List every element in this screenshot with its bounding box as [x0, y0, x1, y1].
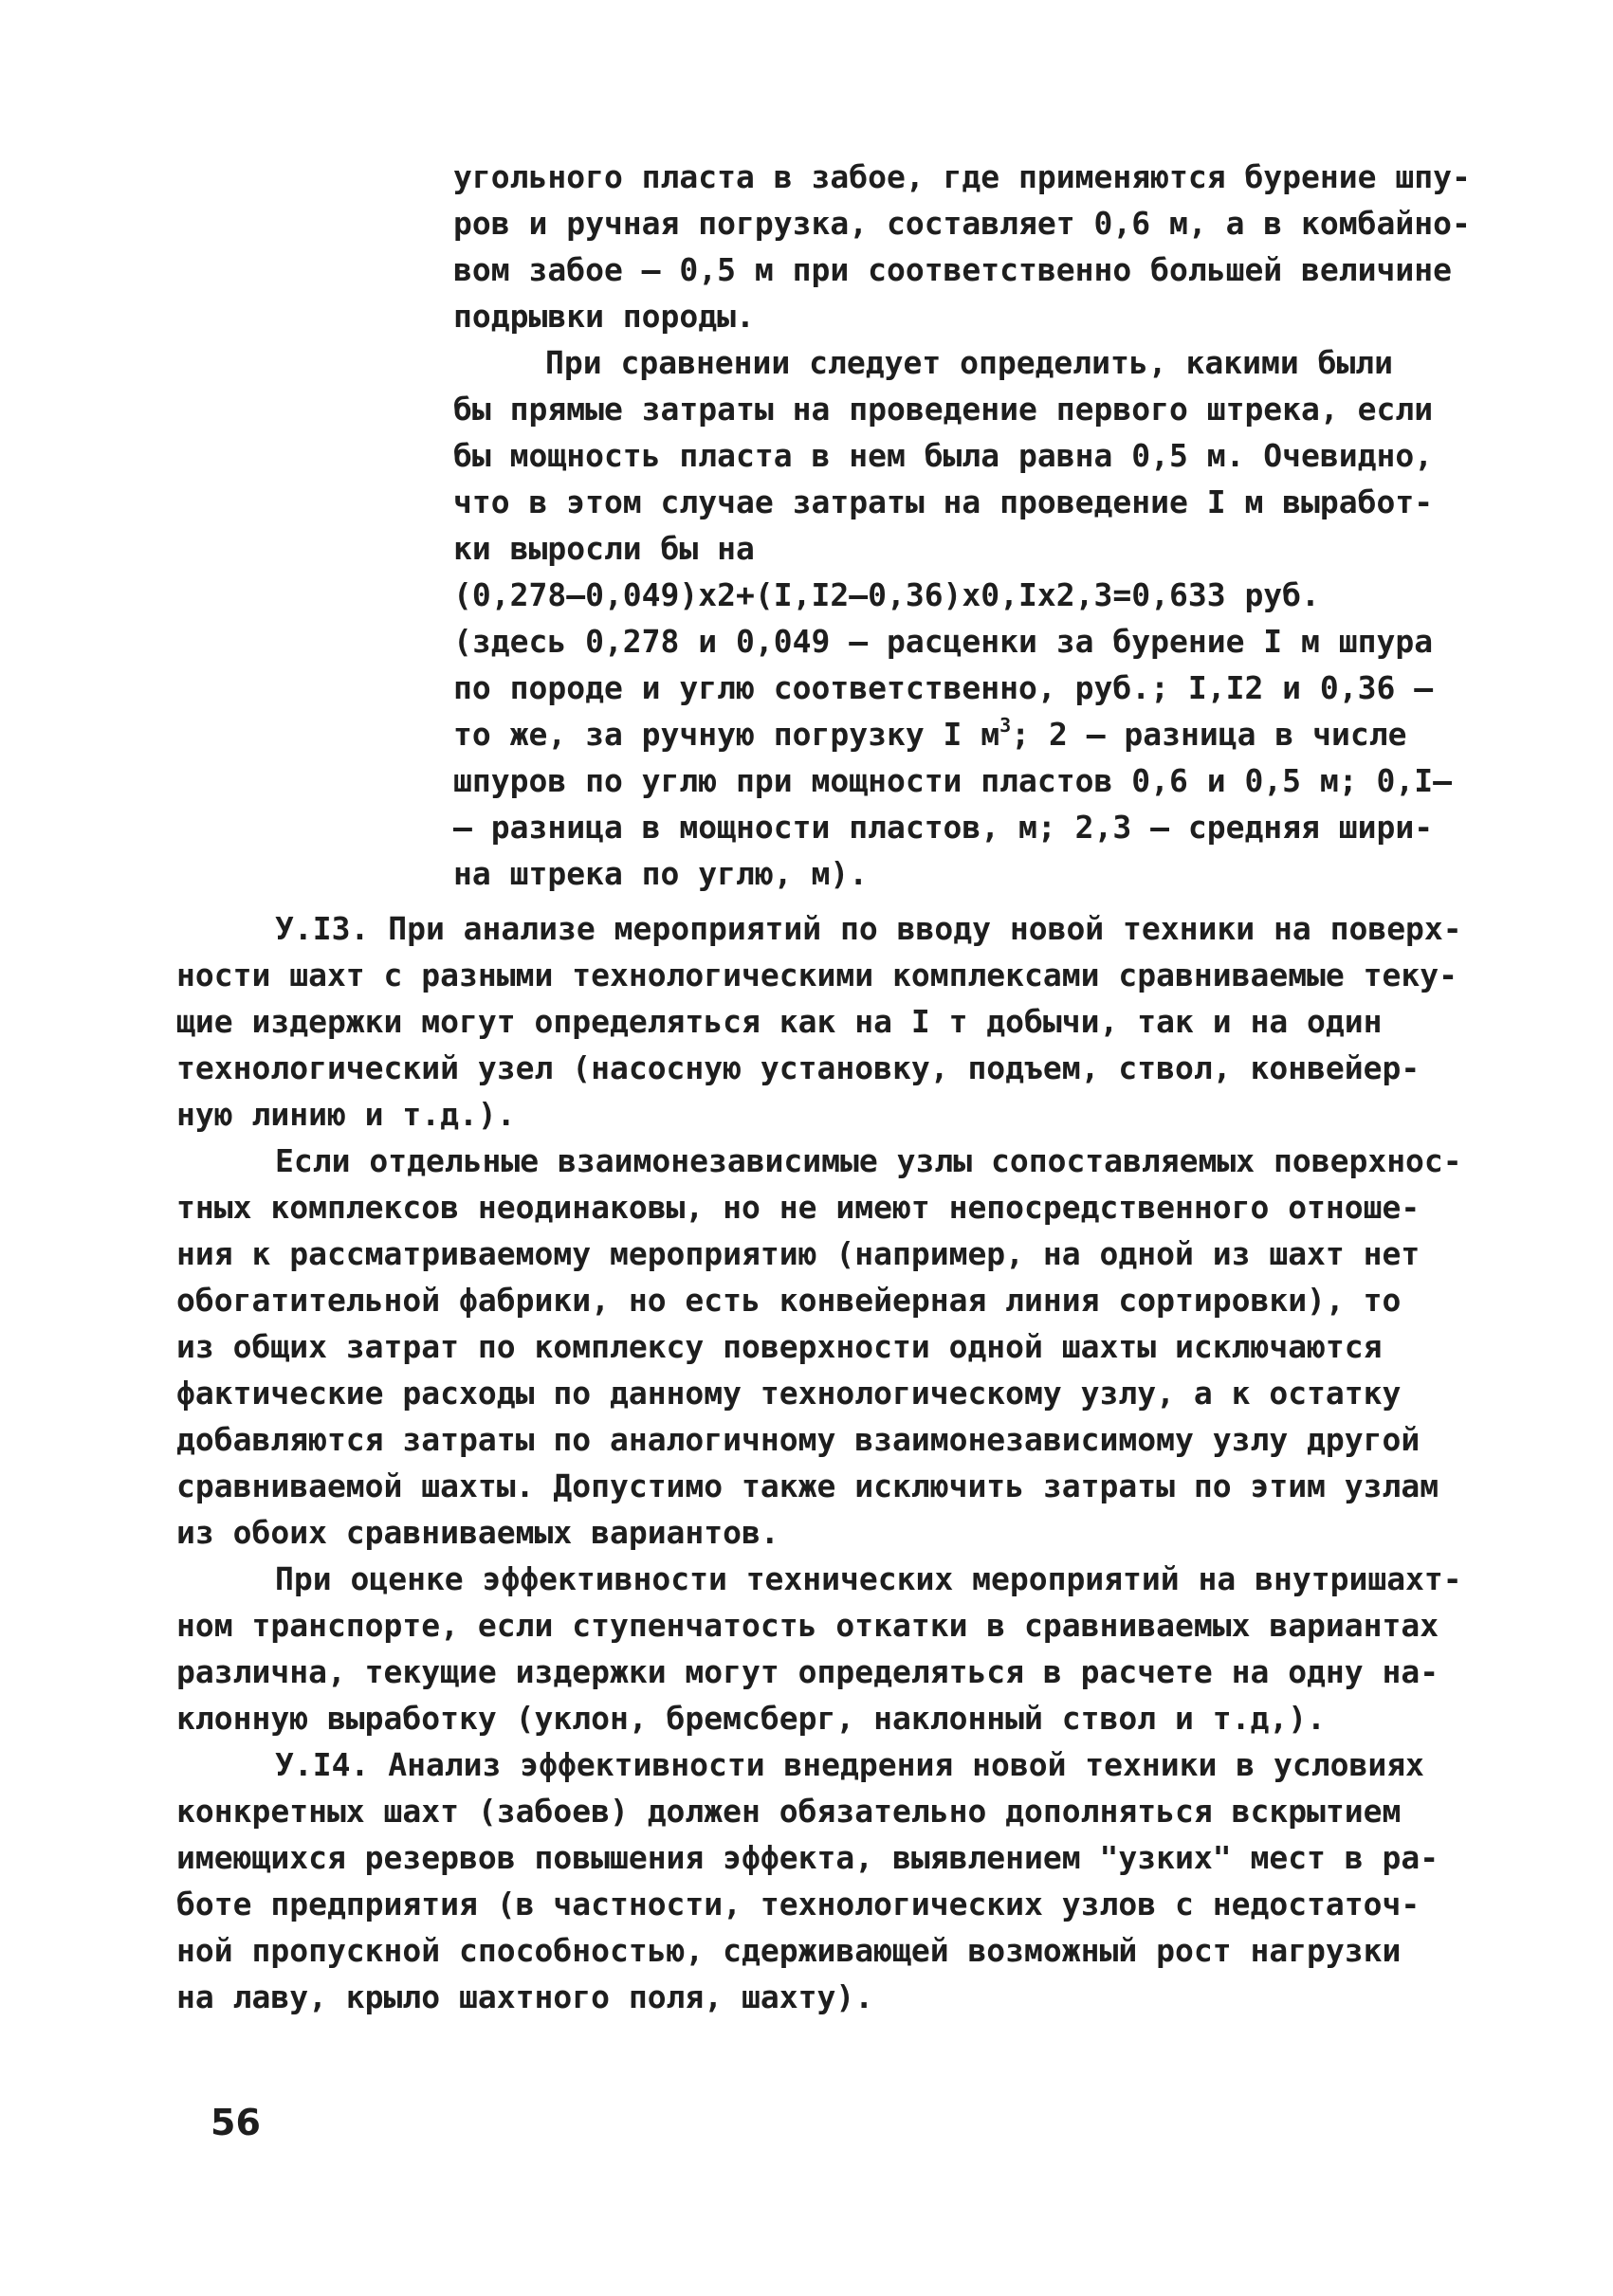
text-line: сравниваемой шахты. Допустимо также исключить затраты по этим узлам: [176, 1467, 1439, 1504]
text-line: При сравнении следует определить, какими были: [545, 344, 1394, 381]
text-line: из обоих сравниваемых вариантов.: [176, 1514, 779, 1551]
text-line: добавляются затраты по аналогичному взаимонезависимому узлу другой: [176, 1421, 1421, 1458]
text-line: фактические расходы по данному технологическому узлу, а к остатку: [176, 1375, 1402, 1412]
text-line: ров и ручная погрузка, составляет 0,6 м, а в комбайно-: [453, 205, 1471, 242]
text-line: ния к рассматриваемому мероприятию (например, на одной из шахт нет: [176, 1235, 1421, 1272]
text-line: имеющихся резервов повышения эффекта, выявлением "узких" мест в ра-: [176, 1839, 1439, 1876]
text-line: ки выросли бы на: [453, 530, 755, 567]
text-line: обогатительной фабрики, но есть конвейерная линия сортировки), то: [176, 1282, 1402, 1319]
text-line: щие издержки могут определяться как на I т добычи, так и на один: [176, 1003, 1383, 1040]
text-line: (здесь 0,278 и 0,049 – расценки за бурение I м шпура: [453, 623, 1434, 660]
text-line: тных комплексов неодинаковы, но не имеют непосредственного отноше-: [176, 1189, 1421, 1226]
text-line: вом забое – 0,5 м при соответственно большей величине: [453, 251, 1452, 288]
text-line: бы мощность пласта в нем была равна 0,5 м. Очевидно,: [453, 437, 1434, 474]
text-line: по породе и углю соответственно, руб.; I,I2 и 0,36 –: [453, 669, 1434, 706]
text-line: из общих затрат по комплексу поверхности одной шахты исключаются: [176, 1328, 1383, 1365]
text-line: боте предприятия (в частности, технологических узлов с недостаточ-: [176, 1886, 1421, 1922]
text-line: ной пропускной способностью, сдерживающей возможный рост нагрузки: [176, 1932, 1402, 1969]
text-line: ном транспорте, если ступенчатость откатки в сравниваемых вариантах: [176, 1607, 1439, 1644]
text-line-with-superscript: [453, 714, 1407, 753]
text-line: ную линию и т.д.).: [176, 1096, 516, 1133]
text-line: различна, текущие издержки могут определяться в расчете на одну на-: [176, 1653, 1439, 1690]
text-line: Если отдельные взаимонезависимые узлы сопоставляемых поверхнос-: [275, 1142, 1462, 1179]
text-line: технологический узел (насосную установку, подъем, ствол, конвейер-: [176, 1049, 1421, 1086]
text-line: подрывки породы.: [453, 298, 755, 335]
text-line: При оценке эффективности технических мероприятий на внутришахт-: [275, 1560, 1462, 1597]
text-line: клонную выработку (уклон, бремсберг, наклонный ствол и т.д,).: [176, 1700, 1326, 1737]
page-number: 56: [211, 2102, 261, 2143]
text-line: ности шахт с разными технологическими комплексами сравниваемые теку-: [176, 957, 1458, 993]
text-line: У.I4. Анализ эффективности внедрения новой техники в условиях: [275, 1746, 1424, 1783]
text-line: – разница в мощности пластов, м; 2,3 – средняя шири-: [453, 809, 1434, 846]
text-line: на лаву, крыло шахтного поля, шахту).: [176, 1978, 874, 2015]
superscript: 3: [999, 714, 1012, 737]
text-segment: ; 2 – разница в числе: [1011, 716, 1407, 753]
text-line: бы прямые затраты на проведение первого штрека, если: [453, 391, 1434, 428]
text-line: У.I3. При анализе мероприятий по вводу новой техники на поверх-: [275, 910, 1462, 947]
text-line: шпуров по углю при мощности пластов 0,6 и 0,5 м; 0,I–: [453, 762, 1452, 799]
text-segment: то же, за ручную погрузку I м: [453, 716, 1000, 753]
text-line: конкретных шахт (забоев) должен обязательно дополняться вскрытием: [176, 1793, 1402, 1830]
text-line: угольного пласта в забое, где применяются бурение шпу-: [453, 158, 1471, 195]
formula-line: (0,278–0,049)x2+(I,I2–0,36)x0,Ix2,3=0,633 руб.: [453, 576, 1320, 613]
text-line: на штрека по углю, м).: [453, 855, 869, 892]
text-line: что в этом случае затраты на проведение I м выработ-: [453, 483, 1434, 520]
